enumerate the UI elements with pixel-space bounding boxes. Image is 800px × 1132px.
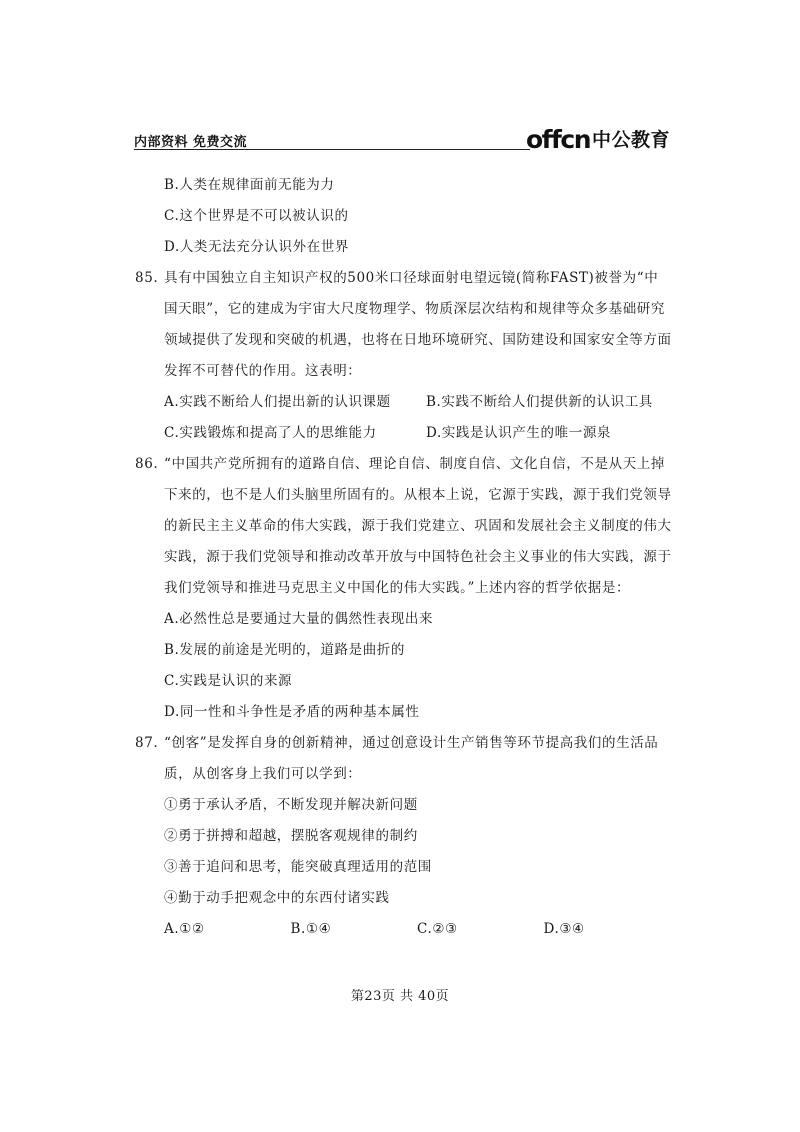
stem-line: 的新民主主义革命的伟大实践，源于我们党建立、巩固和发展社会主义制度的伟大 [164,518,672,534]
q87-statement-1: ①勇于承认矛盾，不断发现并解决新问题 [164,797,418,813]
question-stem [164,449,672,604]
q85-option-b: B.实践不断给人们提供新的认识工具 [426,394,653,410]
stem-line: 下来的，也不是人们头脑里所固有的。从根本上说，它源于实践，源于我们党领导 [164,487,672,503]
q86-option-c: C.实践是认识的来源 [164,673,293,689]
q87-statement-3: ③善于追问和思考，能突破真理适用的范围 [164,859,432,875]
prev-option-b: B.人类在规律面前无能为力 [164,177,335,193]
stem-line: “创客”是发挥自身的创新精神，通过创意设计生产销售等环节提高我们的生活品 [164,735,659,751]
stem-line: 我们党领导和推进马克思主义中国化的伟大实践。”上述内容的哲学依据是： [164,580,631,596]
q87-option-a: A.①② [164,921,205,937]
q85-option-a: A.实践不断给人们提出新的认识课题 [164,394,391,410]
offcn-logo [526,125,670,153]
logo-chinese-name: 中公教育 [592,129,671,151]
header-rule [134,149,530,150]
q86-option-d: D.同一性和斗争性是矛盾的两种基本属性 [164,704,420,720]
stem-line: 具有中国独立自主知识产权的500米口径球面射电望远镜(简称FAST)被誉为“中 [164,270,659,286]
q85-option-c: C.实践锻炼和提高了人的思维能力 [164,425,377,441]
q87-statement-4: ④勤于动手把观念中的东西付诸实践 [164,890,390,906]
q87-option-d: D.③④ [543,921,585,937]
prev-option-c: C.这个世界是不可以被认识的 [164,208,349,224]
prev-option-d: D.人类无法充分认识外在世界 [164,239,350,255]
q87-option-b: B.①④ [290,921,332,937]
q85-options-row-1 [135,387,670,418]
question-number: 85. [135,270,159,286]
stem-line: 实践，源于我们党领导和推动改革开放与中国特色社会主义事业的伟大实践，源于 [164,549,672,565]
stem-line: 领域提供了发现和突破的机遇，也将在日地环境研究、国防建设和国家安全等方面 [164,332,672,348]
question-86 [135,449,670,604]
header-label: 内部资料 免费交流 [134,135,248,150]
logo-wordmark: offcn [526,125,591,154]
page-header [134,125,674,153]
question-stem [164,728,670,790]
question-stem [164,263,672,387]
stem-line: 国天眼”，它的建成为宇宙大尺度物理学、物质深层次结构和规律等众多基础研究 [164,301,666,317]
page-number-footer: 第23页 共 40页 [350,989,450,1004]
q86-option-a: A.必然性总是要通过大量的偶然性表现出来 [164,611,434,627]
question-number: 86. [135,456,159,472]
q87-options-row [135,914,670,945]
stem-line: 发挥不可替代的作用。这表明： [164,363,362,379]
q86-option-b: B.发展的前途是光明的，道路是曲折的 [164,642,406,658]
q85-option-d: D.实践是认识产生的唯一源泉 [426,425,612,441]
q85-options-row-2 [135,418,670,449]
q87-option-c: C.②③ [417,921,458,937]
question-number: 87. [135,735,159,751]
q87-statement-2: ②勇于拼搏和超越，摆脱客观规律的制约 [164,828,418,844]
question-87 [135,728,670,790]
stem-line: 质，从创客身上我们可以学到： [164,766,362,782]
stem-line: “中国共产党所拥有的道路自信、理论自信、制度自信、文化自信，不是从天上掉 [164,456,666,472]
question-85 [135,263,670,387]
page-content [135,170,670,945]
